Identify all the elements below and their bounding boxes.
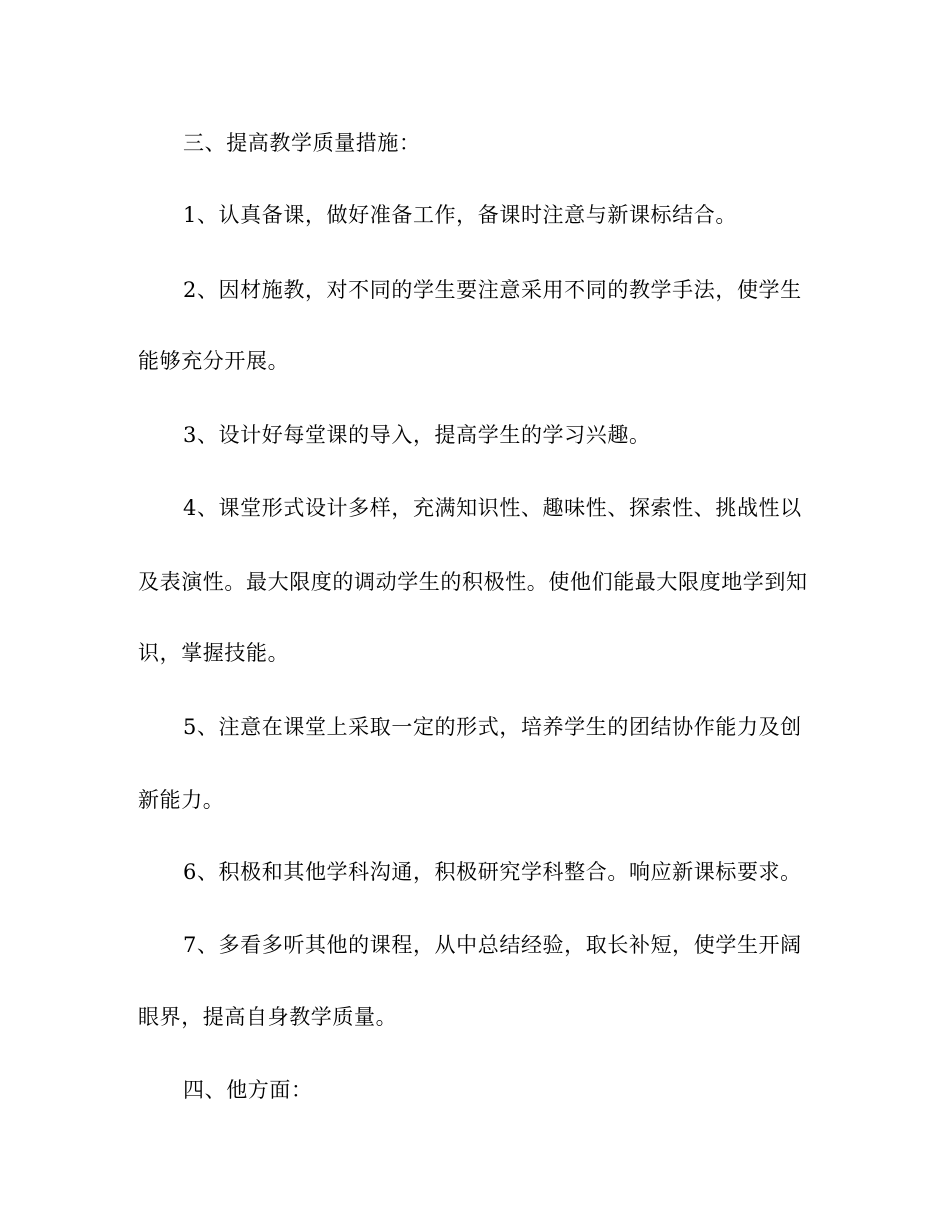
section-four-heading: 四、他方面： xyxy=(183,1078,313,1102)
item-2-line-2: 能够充分开展。 xyxy=(138,349,290,373)
item-3-line-1: 3、设计好每堂课的导入，提高学生的学习兴趣。 xyxy=(183,423,651,447)
item-5-line-2: 新能力。 xyxy=(138,788,225,812)
item-4-line-2: 及表演性。最大限度的调动学生的积极性。使他们能最大限度地学到知 xyxy=(138,570,808,594)
item-5-line-1: 5、注意在课堂上采取一定的形式，培养学生的团结协作能力及创 xyxy=(183,715,802,739)
item-2-line-1: 2、因材施教，对不同的学生要注意采用不同的教学手法，使学生 xyxy=(183,278,802,302)
item-7-line-2: 眼界，提高自身教学质量。 xyxy=(138,1005,398,1029)
section-three-heading: 三、提高教学质量措施： xyxy=(183,131,421,155)
item-7-line-1: 7、多看多听其他的课程，从中总结经验，取长补短，使学生开阔 xyxy=(183,933,802,957)
item-4-line-1: 4、课堂形式设计多样，充满知识性、趣味性、探索性、挑战性以 xyxy=(183,496,802,520)
item-4-line-3: 识，掌握技能。 xyxy=(138,641,290,665)
item-6-line-1: 6、积极和其他学科沟通，积极研究学科整合。响应新课标要求。 xyxy=(183,860,802,884)
item-1-line-1: 1、认真备课，做好准备工作，备课时注意与新课标结合。 xyxy=(183,203,737,227)
